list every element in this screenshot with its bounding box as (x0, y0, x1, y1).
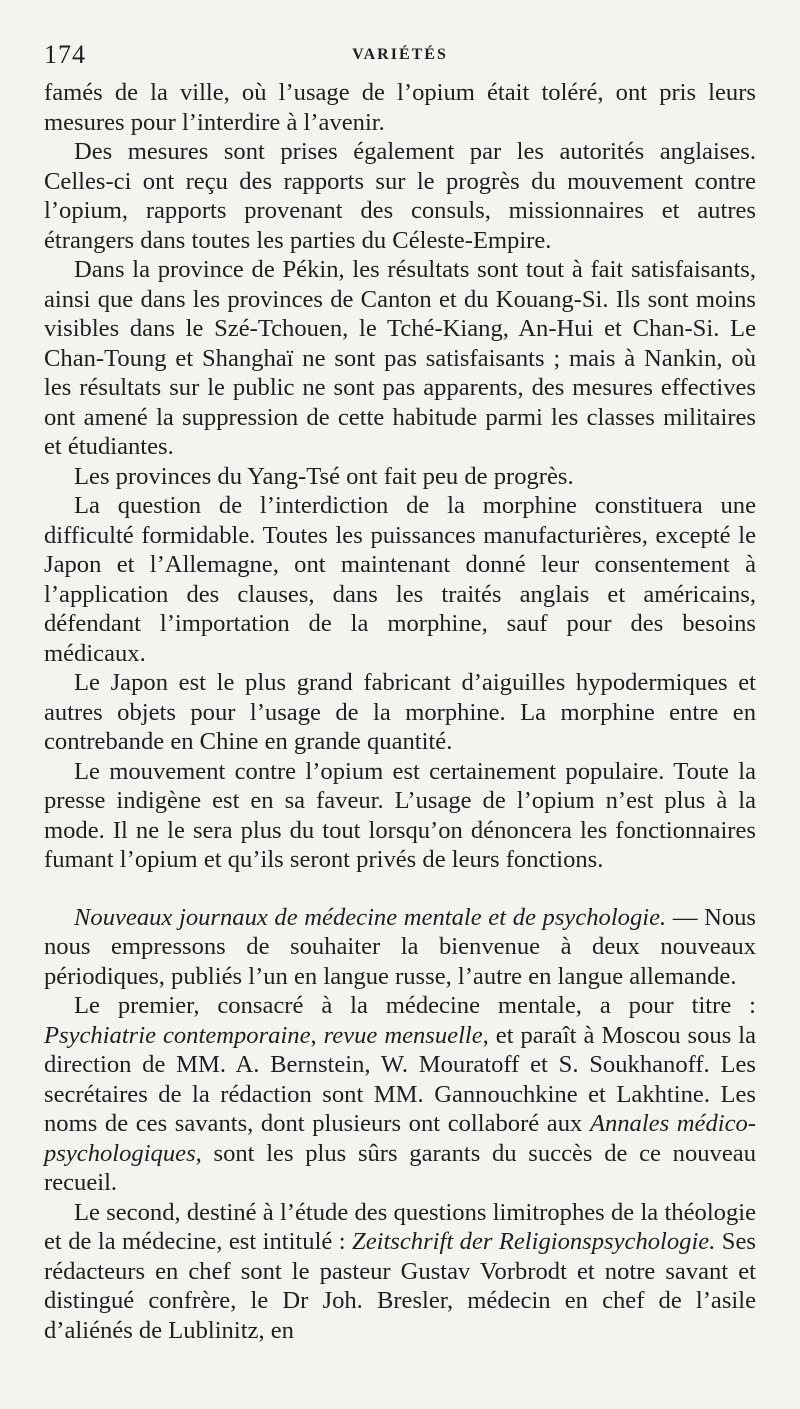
paragraph (44, 1198, 756, 1346)
journal-subtitle: revue mensuelle (323, 1021, 483, 1049)
paragraph: Les provinces du Yang-Tsé ont fait peu de progrès. (74, 462, 574, 490)
page-header (44, 38, 756, 78)
page-number: 174 (44, 40, 86, 69)
paragraph: La question de l’interdiction de la morphine constituera une difficulté formidable. Toutes les puissances manufacturières, excepté le Japon et l’Allemagne, ont maintenant donné leur consentement à l’application des clauses, dans les traités anglais et américains, défendant l’importation de la morphine, sauf pour des besoins médicaux. (44, 492, 756, 667)
section-heading: Nouveaux journaux de médecine mentale et de psychologie. (74, 903, 667, 931)
journal-title: Zeitschrift der Religionspsychologie. (352, 1228, 716, 1255)
intro-text: Nous nous empressons de souhaiter la bienvenue à deux nouveaux périodiques, publiés l’un en langue russe, l’autre en langue allemande. (44, 903, 756, 990)
text-run: Le premier, consacré à la médecine mentale, a pour titre : (74, 992, 756, 1019)
text-run: , sont les plus sûrs garants du succès de ce nouveau recueil. (44, 1139, 756, 1196)
heading-dash: — (666, 903, 705, 931)
text-run: Le second, destiné à l’étude des questions limitrophes de la théologie et de la médecine, est intitulé : (44, 1198, 756, 1255)
paragraph: Dans la province de Pékin, les résultats sont tout à fait satisfaisants, ainsi que dans les provinces de Canton et du Kouang-Si. Ils sont moins visibles dans le Szé-Tchouen, le Tché-Kiang, An-Hui et Chan-Si. Le Chan-Toung et Shanghaï ne sont pas satisfaisants ; mais à Nankin, où les résultats sur le public ne sont pas apparents, des mesures effectives ont amené la suppression de cette habitude parmi les classes militaires et étudiantes. (44, 256, 756, 460)
journal-title: Annales médico-psychologiques (44, 1110, 756, 1167)
page-body (44, 78, 756, 1345)
paragraph: famés de la ville, où l’usage de l’opium était toléré, ont pris leurs mesures pour l’interdire à l’avenir. (44, 79, 756, 136)
paragraph: Le mouvement contre l’opium est certainement populaire. Toute la presse indigène est en sa faveur. L’usage de l’opium n’est plus à la mode. Il ne le sera plus du tout lorsqu’on dénoncera les fonctionnaires fumant l’opium et qu’ils seront privés de leurs fonctions. (44, 757, 756, 873)
running-title: VARIÉTÉS (352, 46, 448, 63)
section-gap (44, 875, 756, 903)
text-run: , et paraît à Moscou sous la direction de MM. A. Bernstein, W. Mouratoff et S. Soukhanoff. Les secrétaires de la rédaction sont MM. Gannouchkine et Lakhtine. Les noms de ces savants, dont plusieurs ont collaboré aux (44, 1021, 757, 1137)
paragraph (44, 991, 756, 1198)
text-run: Ses rédacteurs en chef sont le pasteur Gustav Vorbrodt et notre savant et distingué confrère, le Dr Joh. Bresler, médecin en chef de l’asile d’aliénés de Lublinitz, en (44, 1228, 756, 1344)
text-run: , (310, 1021, 324, 1049)
paragraph: Des mesures sont prises également par les autorités anglaises. Celles-ci ont reçu des rapports sur le progrès du mouvement contre l’opium, rapports provenant des consuls, missionnaires et autres étrangers dans toutes les parties du Céleste-Empire. (44, 138, 756, 254)
paragraph: Le Japon est le plus grand fabricant d’aiguilles hypodermiques et autres objets pour l’usage de la morphine. La morphine entre en contrebande en Chine en grande quantité. (44, 669, 756, 755)
journal-title: Psychiatrie contemporaine (44, 1021, 311, 1049)
section-heading-paragraph (44, 903, 756, 992)
